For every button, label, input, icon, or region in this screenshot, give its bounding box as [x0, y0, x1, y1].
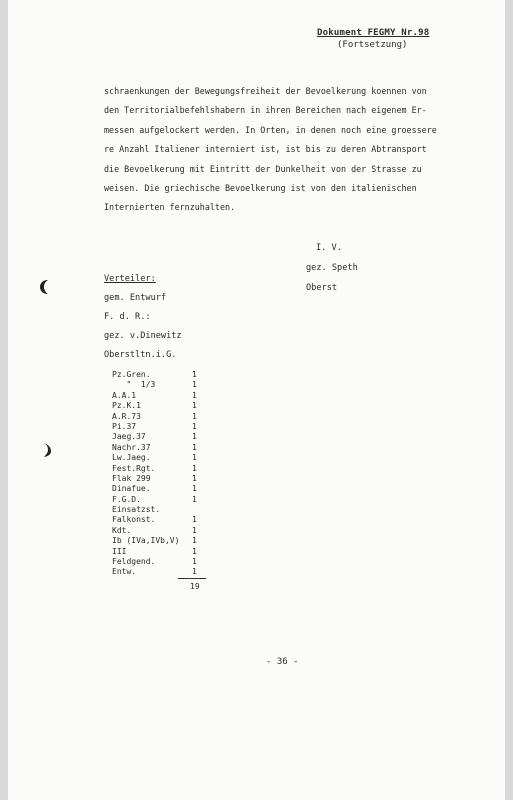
distribution-row	[112, 453, 222, 463]
copies: 1	[192, 432, 197, 442]
copies: 1	[192, 390, 197, 400]
copies: 1	[192, 380, 197, 390]
recipient: A.A.1	[112, 390, 137, 400]
page-number: - 36 -	[266, 657, 299, 667]
distribution-row	[112, 412, 222, 422]
punch-hole-icon	[38, 278, 52, 296]
total-copies: 19	[190, 582, 200, 591]
signature-iv: I. V.	[316, 243, 342, 253]
copies: 1	[192, 515, 197, 525]
distribution-row	[112, 515, 222, 525]
body-line: schraenkungen der Bewegungsfreiheit der Bevoelkerung koennen von	[104, 86, 427, 96]
recipient: Nachr.37	[112, 442, 151, 452]
distribution-row	[112, 464, 222, 474]
distribution-row	[112, 567, 222, 577]
distribution-row	[112, 391, 222, 401]
recipient: " 1/3	[112, 380, 156, 390]
document-number: Dokument FEGMY Nr.98	[317, 28, 430, 38]
body-line: die Bevoelkerung mit Eintritt der Dunkelheit von der Strasse zu	[104, 163, 422, 174]
distribution-row	[112, 370, 222, 380]
recipient: Lw.Jaeg.	[112, 453, 151, 463]
distribution-row	[112, 401, 222, 411]
body-line: weisen. Die griechische Bevoelkerung ist von den italienischen	[104, 182, 417, 193]
signature-block	[306, 238, 358, 298]
copies: 1	[192, 421, 197, 431]
recipient: Falkonst.	[112, 515, 156, 525]
copies: 1	[192, 453, 197, 463]
body-text	[104, 82, 449, 218]
distribution-row	[112, 505, 222, 515]
copies: 1	[192, 442, 197, 452]
copies: 1	[192, 557, 197, 567]
document-header	[317, 27, 429, 51]
copies: 1	[192, 473, 197, 483]
recipient: Pi.37	[112, 421, 137, 431]
verteiler-line: gem. Entwurf	[104, 293, 167, 303]
distribution-row	[112, 474, 222, 484]
copies: 1	[192, 370, 197, 379]
document-page	[8, 0, 505, 800]
body-line: re Anzahl Italiener interniert ist, ist bis zu deren Abtransport	[104, 144, 427, 155]
recipient: Pz.Gren.	[112, 370, 151, 379]
recipient: Flak 299	[112, 473, 151, 483]
recipient: Pz.K.1	[112, 401, 141, 411]
recipient: Kdt.	[112, 525, 132, 535]
recipient: F.G.D.	[112, 494, 141, 504]
body-line: den Territorialbefehlshabern in ihren Bereichen nach eigenem Er-	[104, 105, 427, 116]
distribution-row	[112, 443, 222, 453]
punch-hole-icon	[40, 441, 54, 459]
verteiler-title: Verteiler:	[104, 274, 156, 284]
body-line: messen aufgelockert werden. In Orten, in denen noch eine groessere	[104, 124, 437, 135]
copies: 1	[192, 536, 197, 546]
verteiler-line: F. d. R.:	[104, 312, 151, 322]
distribution-row	[112, 495, 222, 505]
copies: 1	[192, 494, 197, 504]
signature-rank: Oberst	[306, 283, 338, 293]
recipient: Fest.Rgt.	[112, 463, 156, 473]
body-line: Internierten fernzuhalten.	[104, 202, 236, 213]
distribution-row	[112, 547, 222, 557]
recipient: Einsatzst.	[112, 505, 161, 515]
distribution-row	[112, 557, 222, 567]
signature-name: gez. Speth	[306, 263, 358, 273]
recipient: Ib (IVa,IVb,V)	[112, 536, 180, 546]
sum-rule	[178, 578, 206, 579]
recipient: Dinafue.	[112, 484, 151, 494]
recipient: Feldgend.	[112, 557, 156, 567]
copies: 1	[192, 567, 197, 577]
copies: 1	[192, 401, 197, 411]
distribution-row	[112, 422, 222, 432]
distribution-row	[112, 432, 222, 442]
continuation-note: (Fortsetzung)	[337, 40, 408, 50]
copies: 1	[192, 484, 197, 494]
copies: 1	[192, 463, 197, 473]
copies: 1	[192, 546, 197, 556]
recipient: Jaeg.37	[112, 432, 146, 442]
distribution-row	[112, 380, 222, 390]
copies: 1	[192, 411, 197, 421]
distribution-row	[112, 526, 222, 536]
distribution-row	[112, 484, 222, 494]
recipient: III	[112, 546, 127, 556]
verteiler-line: Oberstltn.i.G.	[104, 350, 177, 360]
verteiler-line: gez. v.Dinewitz	[104, 331, 182, 341]
distribution-row	[112, 536, 222, 546]
copies: 1	[192, 525, 197, 535]
recipient: A.R.73	[112, 411, 141, 421]
distribution-list	[112, 370, 222, 578]
recipient: Entw.	[112, 567, 137, 577]
verteiler-block	[104, 270, 182, 365]
